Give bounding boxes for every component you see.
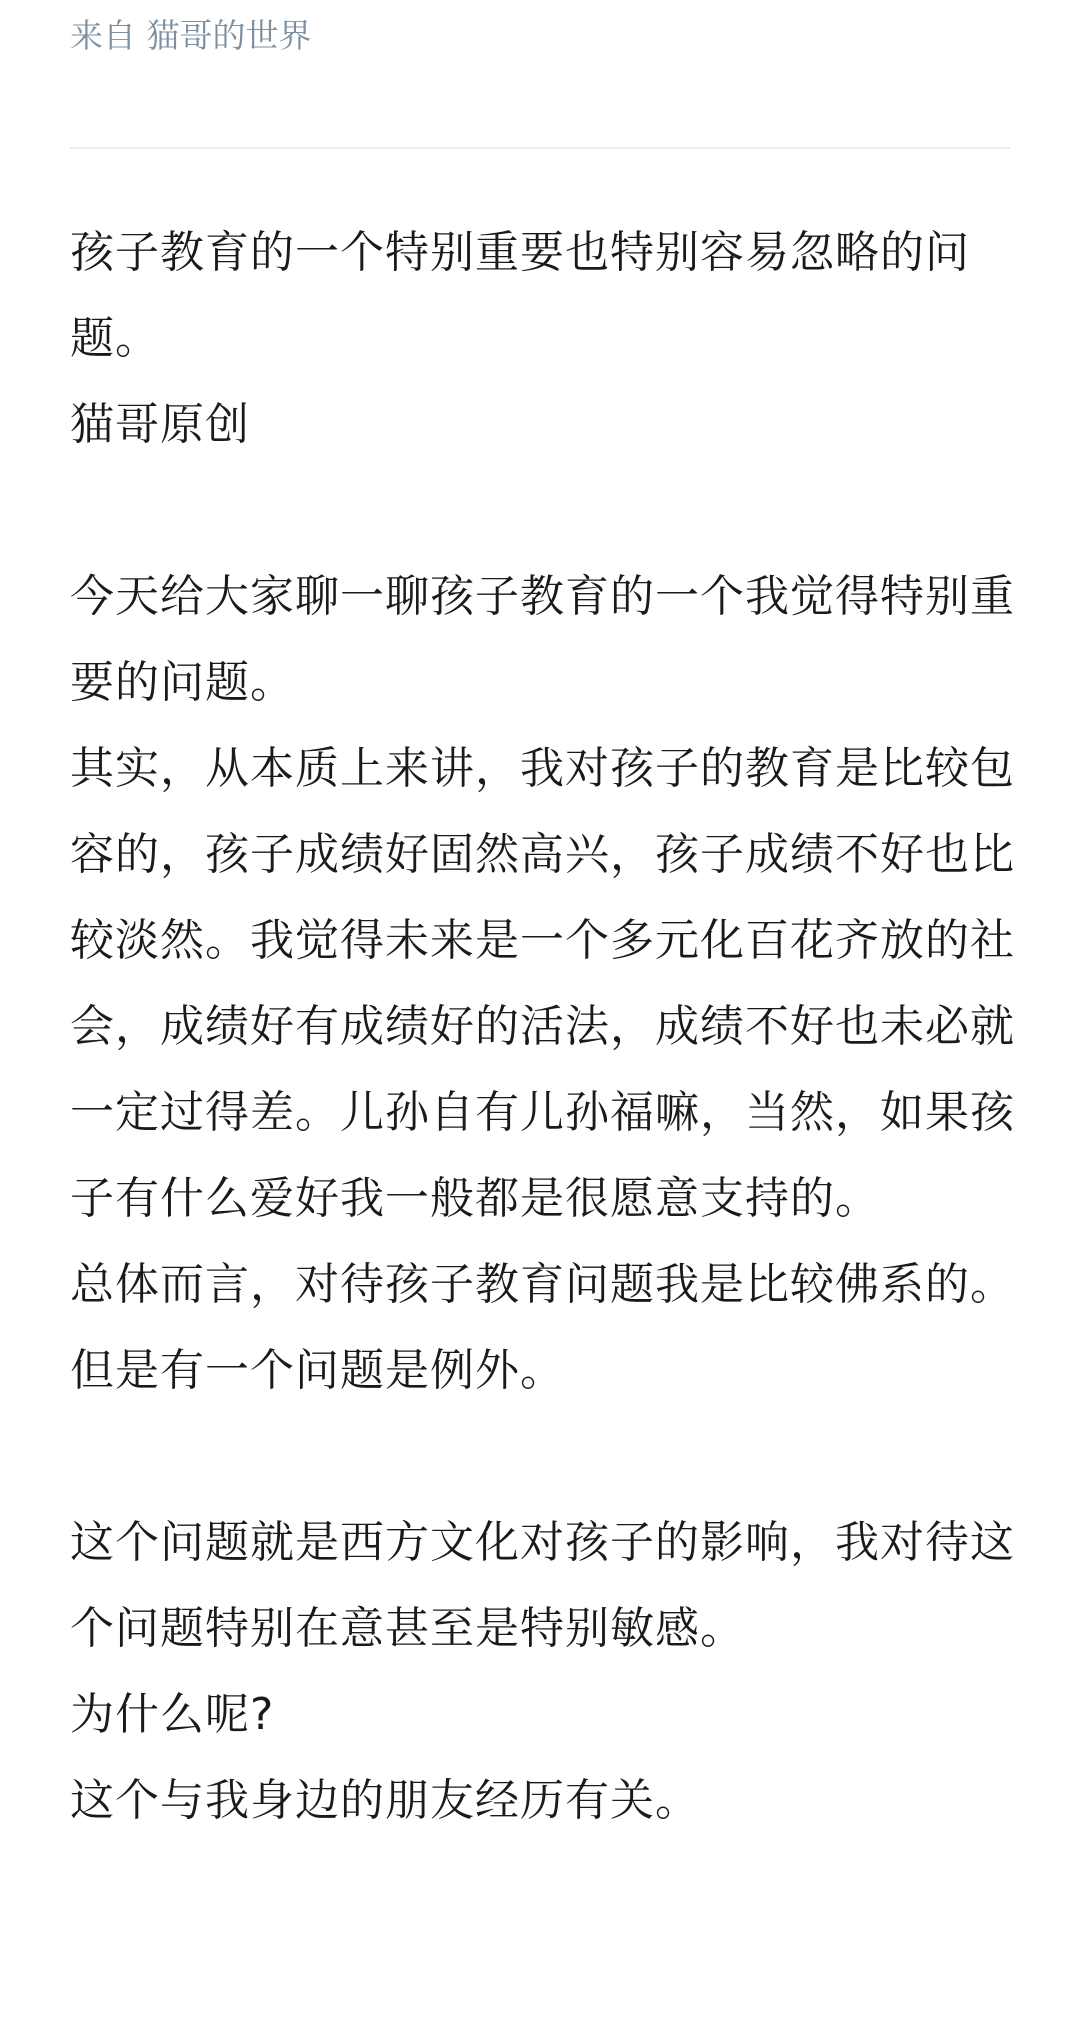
paragraph-intro: 今天给大家聊一聊孩子教育的一个我觉得特别重要的问题。 (70, 571, 1015, 708)
article-body (70, 210, 1020, 1844)
paragraph-philosophy: 其实，从本质上来讲，我对孩子的教育是比较包容的，孩子成绩好固然高兴，孩子成绩不好也比较淡然。我觉得未来是一个多元化百花齐放的社会，成绩好有成绩好的活法，成绩不好也未必就一定过得差。儿孙自有儿孙福嘛，当然，如果孩子有什么爱好我一般都是很愿意支持的。 (70, 743, 1015, 1224)
source-attribution: 来自 猫哥的世界 (70, 16, 312, 55)
paragraph-title: 孩子教育的一个特别重要也特别容易忽略的问题。 (70, 227, 970, 364)
header-divider (70, 147, 1010, 149)
paragraph-friends: 这个与我身边的朋友经历有关。 (70, 1775, 700, 1826)
paragraph-summary: 总体而言，对待孩子教育问题我是比较佛系的。 (70, 1259, 1015, 1310)
blank-line (70, 468, 1020, 554)
paragraph-question: 为什么呢? (70, 1689, 275, 1740)
paragraph-western-culture: 这个问题就是西方文化对孩子的影响，我对待这个问题特别在意甚至是特别敏感。 (70, 1517, 1015, 1654)
blank-line (70, 1414, 1020, 1500)
paragraph-author: 猫哥原创 (70, 399, 250, 450)
paragraph-exception: 但是有一个问题是例外。 (70, 1345, 565, 1396)
